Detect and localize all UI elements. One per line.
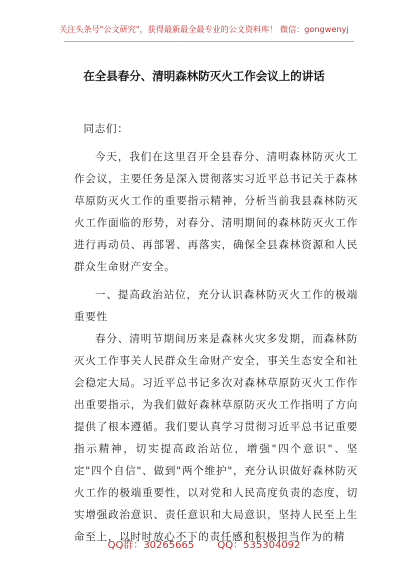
document-title: 在全县春分、清明森林防灭火工作会议上的讲话: [83, 69, 325, 83]
document-body: [74, 118, 358, 548]
salutation: 同志们：: [83, 123, 129, 135]
header-promo-note: 关注头条号"公文研究"，获得最新最全最专业的公文资料库！ 微信：gongwenyj: [59, 25, 349, 34]
footer-qq: QQ：535304092: [217, 540, 301, 551]
paragraph-intro: 今天，我们在这里召开全县春分、清明森林防灭火工作会议，主要任务是深入贯彻落实习近平总书记关于森林草原防灭火工作的重要指示精神，分析当前我县森林防灭火工作面临的形势，对春分、清明期间的森林防灭火工作进行再动员、再部署、再落实，确保全县森林资源和人民群众生命财产安全。: [74, 151, 358, 273]
paragraph-section-1: 春分、清明节期间历来是森林火灾多发期，而森林防灭火工作事关人民群众生命财产安全，事关生态安全和社会稳定大局。习近平总书记多次对森林草原防灭火工作作出重要指示，为我们做好森林草原防灭火工作指明了方向提供了根本遵循。我们要认真学习贯彻习近平总书记重要指示精神，切实提高政治站位，增强"四个意识"、坚定"四个自信"、做到"两个维护"，充分认识做好森林防灭火工作的极端重要性，以对党和人民高度负责的态度，切实增强政治意识、责任意识和大局意识，坚持人民至上生命至上，以时时放心不下的责任感和积极担当作为的精: [74, 333, 358, 543]
header-divider: [64, 41, 354, 42]
footer-contact: [0, 536, 408, 551]
section-heading-1: 一、提高政治站位，充分认识森林防灭火工作的极端重要性: [74, 289, 358, 323]
footer-qq-group: QQ群：30265665: [107, 540, 195, 551]
